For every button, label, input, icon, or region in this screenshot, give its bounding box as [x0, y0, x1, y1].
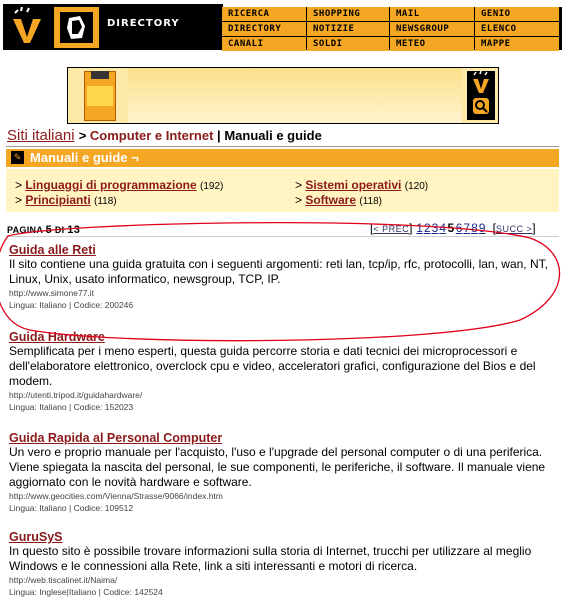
subcategory-item: > Linguaggi di programmazione (192): [15, 178, 224, 192]
page-link-7[interactable]: 7: [463, 221, 471, 235]
subcategory-link[interactable]: Principianti: [25, 193, 91, 207]
breadcrumb-computer-link[interactable]: Computer e Internet: [89, 128, 214, 143]
result-url: http://www.simone77.it: [9, 288, 95, 298]
breadcrumb-root-link[interactable]: Siti italiani: [7, 127, 75, 144]
subcategory-count: (118): [359, 196, 382, 207]
menu-item-newsgroup[interactable]: NEWSGROUP: [390, 22, 474, 36]
page-link-2[interactable]: 2: [423, 221, 431, 235]
menu-item-soldi[interactable]: SOLDI: [307, 37, 389, 51]
page-link-3[interactable]: 3: [431, 221, 439, 235]
result-item: [9, 330, 557, 413]
result-item: [9, 530, 557, 598]
prev-page-link[interactable]: < PREC: [373, 224, 410, 234]
next-page-link[interactable]: SUCC >: [495, 224, 533, 234]
subcategory-count: (120): [404, 181, 429, 192]
pagination: [< PREC] 1234 5 6789 [SUCC >]: [370, 221, 536, 235]
subcategory-link[interactable]: Sistemi operativi: [305, 178, 402, 192]
result-url: http://web.tiscalinet.it/Naima/: [9, 575, 118, 585]
directory-icon: [54, 7, 99, 48]
page-link-9[interactable]: 9: [478, 221, 486, 235]
subcategory-link[interactable]: Software: [305, 193, 357, 207]
result-description: Un vero e proprio manuale per l'acquisto, l'uso e l'upgrade del personal computer o di una periferica. Viene spiegata la nascita del personal, le sue componenti, le periferiche, il software. Il manuale viene aggiornato con le novità hardware e software.: [9, 445, 546, 489]
result-description: In questo sito è possibile trovare informazioni sulla storia di Internet, trucchi per utilizzare al meglio Windows e le connessioni alla Rete, link a siti interessanti e motori di ricerca.: [9, 544, 532, 573]
ad-banner[interactable]: [67, 67, 499, 124]
result-title-link[interactable]: GuruSyS: [9, 530, 63, 544]
page-link-6[interactable]: 6: [455, 221, 463, 235]
result-meta: Lingua: Italiano | Codice: 109512: [9, 503, 134, 513]
virgilio-logo[interactable]: [7, 7, 47, 48]
subcategory-item: > Sistemi operativi (120): [295, 178, 429, 192]
result-description: Semplificata per i meno esperti, questa guida percorre storia e dati tecnici dei microprocessori e dell'elaboratore elettronico, overclock cpu e video, acceleratori grafici, configurazione del Bios e del modem.: [9, 344, 536, 388]
menu-item-meteo[interactable]: METEO: [390, 37, 474, 51]
result-title-link[interactable]: Guida Rapida al Personal Computer: [9, 431, 223, 445]
product-bottle-image: [84, 71, 116, 121]
result-description: Il sito contiene una guida gratuita con i seguenti argomenti: reti lan, tcp/ip, rfc, protocolli, lan, wan, NT, Linux, Unix, usato informatico, newsgroup, TCP, IP.: [9, 257, 548, 286]
breadcrumb-current: Manuali e guide: [224, 128, 322, 143]
result-url: http://utenti.tripod.it/guidahardware/: [9, 390, 143, 400]
menu-item-shopping[interactable]: SHOPPING: [307, 7, 389, 21]
menu-item-elenco[interactable]: ELENCO: [475, 22, 559, 36]
subcategory-panel: [6, 169, 559, 212]
result-item: [9, 243, 557, 311]
result-url: http://www.geocities.com/Vienna/Strasse/9066/index.htm: [9, 491, 223, 501]
divider: [6, 146, 559, 147]
current-page: 5: [447, 221, 455, 235]
menu-item-notizie[interactable]: NOTIZIE: [307, 22, 389, 36]
category-title: Manuali e guide ¬: [30, 150, 139, 165]
banner-background: [128, 68, 462, 123]
menu-item-mail[interactable]: MAIL: [390, 7, 474, 21]
menu-item-ricerca[interactable]: RICERCA: [222, 7, 306, 21]
menu-item-canali[interactable]: CANALI: [222, 37, 306, 51]
page-link-8[interactable]: 8: [471, 221, 478, 235]
subcategory-link[interactable]: Linguaggi di programmazione: [25, 178, 197, 192]
result-meta: Lingua: Inglese|Italiano | Codice: 142524: [9, 587, 163, 597]
subcategory-item: > Software (118): [295, 193, 382, 207]
site-header: [3, 4, 561, 50]
subcategory-item: > Principianti (118): [15, 193, 117, 207]
result-meta: Lingua: Italiano | Codice: 200246: [9, 300, 134, 310]
banner-search-icon[interactable]: [467, 71, 495, 120]
breadcrumb: Siti italiani > Computer e Internet | Manuali e guide: [7, 127, 322, 144]
page-link-4[interactable]: 4: [439, 221, 447, 235]
page-indicator: PAGINA 5 DI 13: [7, 224, 81, 236]
menu-item-mappe[interactable]: MAPPE: [475, 37, 559, 51]
category-header: [6, 149, 559, 167]
result-title-link[interactable]: Guida alle Reti: [9, 243, 96, 257]
menu-item-genio[interactable]: GENIO: [475, 7, 559, 21]
result-meta: Lingua: Italiano | Codice: 152023: [9, 402, 134, 412]
section-title: DIRECTORY: [107, 18, 180, 29]
top-menu: [222, 7, 562, 50]
subcategory-count: (192): [200, 181, 224, 192]
subcategory-count: (118): [94, 196, 117, 207]
result-item: [9, 431, 557, 514]
result-title-link[interactable]: Guida Hardware: [9, 330, 105, 344]
page-link-1[interactable]: 1: [416, 221, 423, 235]
menu-item-directory[interactable]: DIRECTORY: [222, 22, 306, 36]
book-icon: ✎: [11, 151, 24, 164]
divider: [6, 236, 559, 237]
